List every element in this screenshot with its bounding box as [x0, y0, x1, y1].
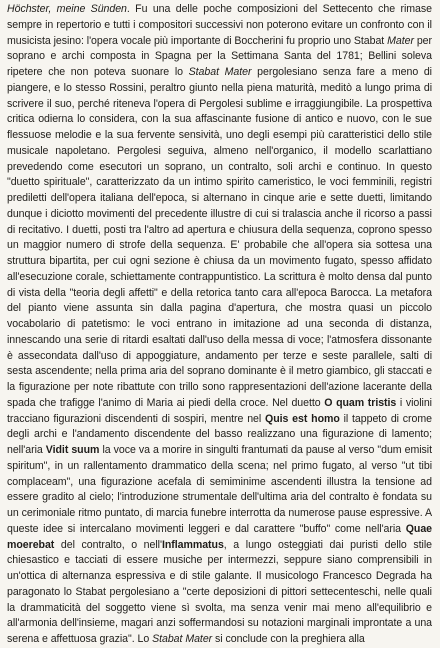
body-text-run: la voce va a morire in singulti frantumati da pause al verso "dum emisit spiritum", in un rallentamento drammatico della scena; nel primo fugato, al verso "ut tibi complaceam", una figurazione acefala di semiminime ascendenti illustra la tensione ad essere gradito al cielo; l'introduzione strumentale dell'ultima aria del contralto è fondata su un cerimoniale ritmo puntato, di marcia funebre interrotta da numerose pause espressive. A queste idee si intercalano movimenti leggeri e dal carattere "buffo" come nell'aria	[7, 444, 432, 535]
body-text-run: pergolesiano senza fare a meno di piangere, e lo stesso Rossini, peraltro giunto nella piena maturità, meditò a lungo prima di scrivere il suo, perché riteneva l'opera di Pergolesi sublime e irraggiungibile. La prospettiva critica odierna lo considera, con la sua affascinante fusione di antico e nuovo, con le sue flessuose melodie e la sua fervente sensività, uno degli esempi più caratteristici dello stile musicale napoletano. Pergolesi seguiva, almeno nell'organico, il modello scarlattiano prevedendo come esecutori un soprano, un contralto, soli archi e continuo. In questo "duetto spirituale", caratterizzato da un intimo spirito cameristico, le voci femminili, registri prediletti dell'opera italiana dell'epoca, si alternano in cinque arie e sette duetti, limitando dunque i diciotto movimenti del precedente illustre di cui si tralascia anche il ricorso a passi di recitativo. I duetti, posti tra l'altro ad apertura e chiusura della sequenza, coprono spesso un maggior numero di strofe della sequenza. E' probabile che all'opera sia sottesa una struttura bipartita, per cui ogni sezione è chiusa da un movimento fugato, spesso affidato all'esecuzione corale, schiettamente contrappuntistico. La scrittura è molto densa dal punto di vista della "teoria degli affetti" e della retorica tanto cara all'epoca Barocca. La metafora del pianto viene assunta sin dalla pagina d'apertura, che mostra quasi un piccolo vocabolario di patetismo: le voci entrano in imitazione ad una seconda di distanza, innescando una serie di ritardi esaltati dall'uso della messa di voce; l'atmosfera dissonante è assecondata dall'uso di appoggiature, andamento per terze e seste parallele, salti di sesta ascendente; nella prima aria del soprano dominante è il metro giambico, gli staccati e la figurazione per note ribattute con trillo sono rappresentazioni dell'azione lacerante della spada che trafigge l'animo di Maria ai piedi della croce. Nel duetto	[7, 66, 432, 409]
italic-title-text: Stabat Mater	[188, 66, 252, 78]
italic-title-text: Stabat Mater	[152, 633, 213, 645]
body-text-run: del contralto, o nell'	[54, 538, 162, 551]
italic-title-text: Höchster, meine Sünden	[7, 3, 127, 15]
bold-movement-title: Quis est homo	[265, 412, 340, 425]
body-text-run: i violini tracciano figurazioni discendenti di sospiri, mentre nel	[7, 396, 432, 425]
bold-movement-title: O quam tristis	[324, 396, 397, 409]
body-paragraph	[7, 2, 432, 648]
bold-movement-title: Quae moerebat	[7, 522, 432, 551]
body-text-run: per soprano e archi composta in Spagna per la Settimana Santa del 1781; Bellini soleva ripetere che non poteva suonare lo	[7, 34, 432, 78]
body-text-run: . Fu una delle poche composizioni del Settecento che rimase sempre in repertorio e tutti i compositori successivi non poterono evitare un confronto con il musicista jesino: l'opera vocale più importante di Boccherini fu proprio uno Stabat	[7, 3, 432, 47]
body-text-run: il tappeto di crome degli archi e l'andamento discendente del basso realizzano una figurazione di lamento; nell'aria	[7, 412, 432, 456]
body-text-run: si conclude con la preghiera alla	[212, 633, 365, 645]
bold-movement-title: Inflammatus	[161, 538, 224, 551]
body-text-run: , a lungo osteggiati dai puristi dello stile chiesastico e tacciati di essere musiche per intermezzi, seppure siano comprensibili in un'ottica di alternanza espressiva e di stile galante. Il musicologo Francesco Degrada ha paragonato lo Stabat pergolesiano a "certe deposizioni di pittori settecenteschi, nelle quali la drammaticità del soggetto viene sì svolta, ma senza venir mai meno all'equilibrio e all'armonia dell'insieme, magari anzi soffermandosi su notazioni marginali improntate a una serena e affettuosa grazia". Lo	[7, 538, 432, 645]
italic-title-text: Mater	[387, 34, 414, 47]
bold-movement-title: Vidit suum	[45, 444, 100, 456]
